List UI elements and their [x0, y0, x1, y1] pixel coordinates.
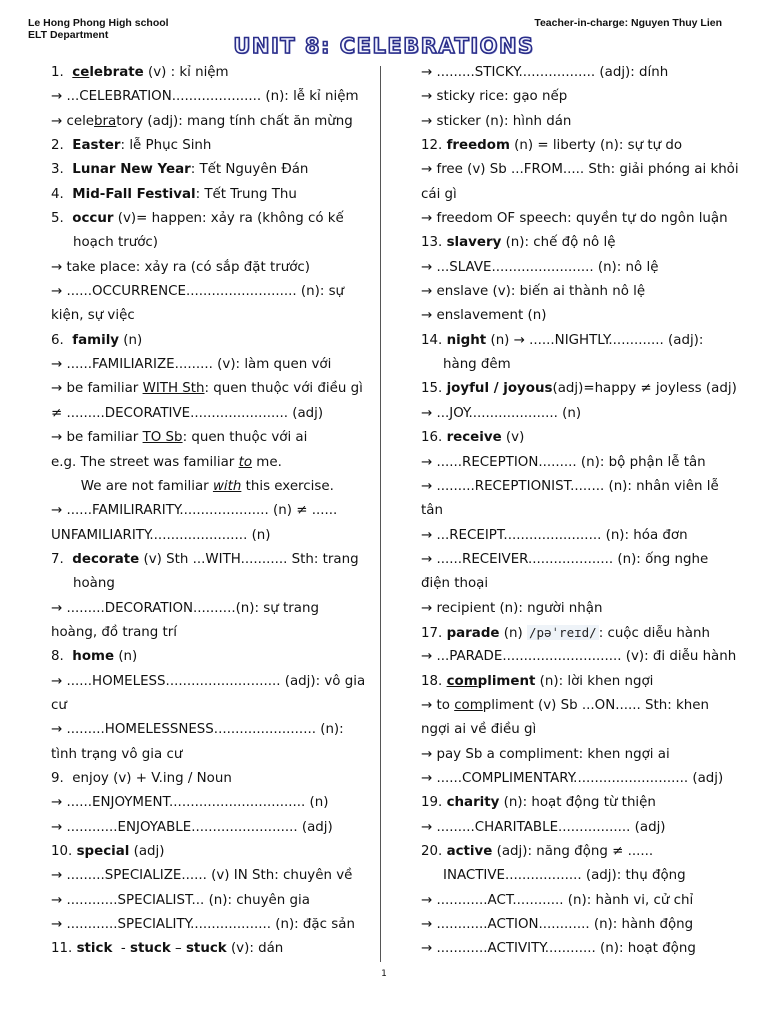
vocab-line: → take place: xảy ra (có sắp đặt trước) [51, 259, 310, 275]
vocab-line: 9. enjoy (v) + V.ing / Noun [51, 770, 232, 786]
vocab-line: → ............ACTIVITY............ (n): hoạt động [421, 941, 696, 957]
vocab-line: → ......OCCURRENCE.......................... (n): sự [51, 284, 345, 300]
vocab-line: → enslavement (n) [421, 308, 547, 324]
right-column [421, 61, 739, 962]
vocab-line: hoạch trước) [73, 235, 159, 251]
vocab-line: 19. charity (n): hoạt động từ thiện [421, 795, 656, 811]
vocab-line: 15. joyful / joyous(adj)=happy ≠ joyless (adj) [421, 381, 737, 397]
vocab-line: → ......RECEIVER.................... (n): ống nghe [421, 551, 709, 567]
vocab-line: 2. Easter: lễ Phục Sinh [51, 138, 212, 154]
vocab-line: ngợi ai về điều gì [421, 722, 537, 738]
vocab-line: → .........HOMELESSNESS........................ (n): [51, 722, 344, 738]
vocab-line: → ............SPECIALIST... (n): chuyên gia [51, 892, 310, 908]
vocab-line: → ......RECEPTION......... (n): bộ phận lễ tân [421, 454, 706, 470]
vocab-line: → ......COMPLIMENTARY........................... (adj) [421, 770, 724, 786]
vocab-line: 11. stick - stuck – stuck (v): dán [51, 941, 284, 957]
vocab-line: cái gì [421, 186, 457, 202]
vocab-line: 14. night (n) → ......NIGHTLY............. (adj): [421, 332, 704, 348]
unit-title: UNIT 8: CELEBRATIONS [233, 34, 535, 58]
vocab-line: → freedom OF speech: quyền tự do ngôn luận [421, 211, 728, 227]
vocab-line: → recipient (n): người nhận [421, 600, 603, 616]
vocab-line: 8. home (n) [51, 649, 138, 665]
vocab-line: → ............ACT............ (n): hành vi, cử chỉ [421, 892, 694, 908]
vocab-line: tình trạng vô gia cư [51, 746, 183, 762]
vocab-line: → ............ENJOYABLE......................... (adj) [51, 819, 333, 835]
vocab-line: → ......ENJOYMENT................................ (n) [51, 795, 329, 811]
vocab-line: 13. slavery (n): chế độ nô lệ [421, 235, 616, 251]
vocab-line: → .........RECEPTIONIST........ (n): nhân viên lễ [421, 478, 719, 494]
vocab-line: 12. freedom (n) = liberty (n): sự tự do [421, 138, 683, 154]
teacher-in-charge: Teacher-in-charge: Nguyen Thuy Lien [534, 17, 722, 29]
vocab-line: 4. Mid-Fall Festival: Tết Trung Thu [51, 186, 297, 202]
vocab-line: → ...CELEBRATION..................... (n): lễ kỉ niệm [51, 89, 359, 105]
vocab-line: → celebratory (adj): mang tính chất ăn mừng [51, 113, 353, 129]
vocab-line: 16. receive (v) [421, 430, 525, 446]
vocab-line: → ............ACTION............ (n): hành động [421, 917, 694, 933]
vocab-line: điện thoại [421, 576, 489, 592]
vocab-line: 20. active (adj): năng động ≠ ...... [421, 844, 654, 859]
vocab-line: → ......HOMELESS........................... (adj): vô gia [51, 673, 366, 689]
vocab-line: hoàng [73, 576, 115, 592]
vocab-line: We are not familiar with this exercise. [51, 478, 334, 494]
vocab-line: hàng đêm [443, 357, 511, 373]
vocab-line: → free (v) Sb ...FROM..... Sth: giải phóng ai khỏi [421, 162, 739, 178]
vocab-line: → ......FAMILIARIZE......... (v): làm quen với [51, 357, 332, 373]
vocab-line: 1. celebrate (v) : kỉ niệm [51, 65, 229, 80]
vocab-line: tân [421, 503, 443, 519]
vocab-line: 17. parade (n) /pəˈreɪd/ : cuộc diễu hành [421, 624, 710, 641]
vocab-line: → enslave (v): biến ai thành nô lệ [421, 284, 646, 300]
vocab-line: → sticky rice: gạo nếp [421, 89, 568, 105]
vocab-line: hoàng, đồ trang trí [51, 624, 178, 640]
vocab-line: 10. special (adj) [51, 844, 165, 859]
vocab-line: → ...RECEIPT....................... (n): hóa đơn [421, 527, 688, 543]
school-name: Le Hong Phong High school [28, 17, 169, 29]
vocab-line: kiện, sự việc [51, 308, 135, 324]
left-column [51, 61, 369, 962]
vocab-line: 18. compliment (n): lời khen ngợi [421, 673, 654, 689]
vocab-line: → ......FAMILIRARITY..................... (n) ≠ ...... [51, 503, 338, 519]
vocab-line: e.g. The street was familiar to me. [51, 454, 282, 470]
page-number: 1 [381, 969, 387, 979]
column-divider [380, 66, 381, 962]
vocab-line: → ............SPECIALITY................... (n): đặc sản [51, 917, 355, 933]
vocab-line: 3. Lunar New Year: Tết Nguyên Đán [51, 162, 309, 178]
vocab-line: cư [51, 697, 67, 713]
vocab-line: → pay Sb a compliment: khen ngợi ai [421, 746, 670, 762]
vocab-line: → .........CHARITABLE................. (adj) [421, 819, 666, 835]
vocab-line: → .........DECORATION..........(n): sự trang [51, 600, 319, 616]
vocab-line: 5. occur (v)= happen: xảy ra (không có kế [51, 211, 344, 227]
vocab-line: INACTIVE.................. (adj): thụ động [443, 868, 686, 884]
vocab-line: → be familiar TO Sb: quen thuộc với ai [51, 430, 308, 446]
vocab-line: → ...SLAVE........................ (n): nô lệ [421, 259, 659, 275]
vocab-line: 6. family (n) [51, 332, 143, 348]
vocab-line: ≠ .........DECORATIVE....................... (adj) [51, 405, 324, 421]
vocab-line: → .........STICKY.................. (adj): dính [421, 65, 669, 80]
vocab-line: → ...JOY..................... (n) [421, 405, 582, 421]
vocab-line: → .........SPECIALIZE...... (v) IN Sth: chuyên về [51, 868, 353, 884]
department-name: ELT Department [28, 29, 109, 41]
vocab-line: → sticker (n): hình dán [421, 113, 572, 129]
vocab-line: 7. decorate (v) Sth ...WITH........... Sth: trang [51, 551, 359, 567]
vocab-line: → be familiar WITH Sth: quen thuộc với điều gì [51, 381, 363, 397]
vocab-line: UNFAMILIARITY....................... (n) [51, 527, 271, 543]
vocab-line: → ...PARADE............................ (v): đi diễu hành [421, 649, 737, 665]
vocab-line: → to compliment (v) Sb ...ON...... Sth: khen [421, 697, 709, 713]
